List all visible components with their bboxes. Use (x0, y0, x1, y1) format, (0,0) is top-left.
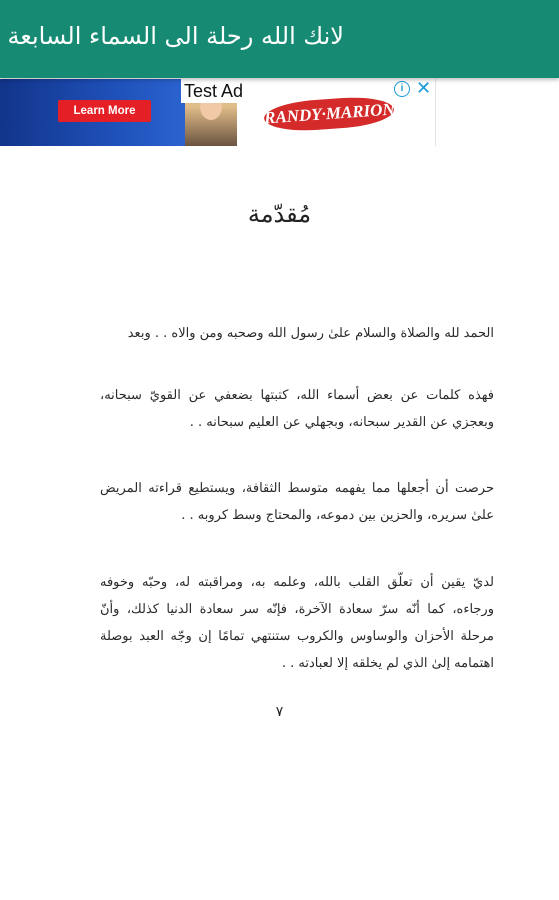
app-title: لانك الله رحلة الى السماء السابعة (7, 22, 344, 50)
ad-banner[interactable] (0, 79, 436, 147)
book-page (0, 146, 559, 900)
ad-learn-more-button[interactable]: Learn More (58, 100, 151, 122)
close-icon[interactable]: ✕ (416, 79, 432, 99)
paragraph-2: فهذه كلمات عن بعض أسماء الله، كتبتها بضعفي عن القويّ سبحانه، وبعجزي عن القدير سبحانه، وبجهلي عن العليم سبحانه . . (100, 388, 494, 430)
paragraph-4: لديّ يقين أن تعلّق القلب بالله، وعلمه به، ومراقبته له، وحبّه وخوفه ورجاءه، كما أنّه سرّ سعادة الآخرة، فإنّه سر سعادة الدنيا كذلك، وأنّ مرحلة الأحزان والوساوس والكروب ستنتهي تمامًا إن وجّه العبد بوصلة اهتمامه إلىٰ الذي لم يخلقه إلا لعبادته . . (100, 575, 494, 671)
paragraph-3: حرصت أن أجعلها مما يفهمه متوسط الثقافة، ويستطيع قراءته المريض علىٰ سريره، والحزين بين دموعه، والمحتاج وسط كروبه . . (100, 481, 494, 523)
chapter-heading: مُقدّمة (247, 200, 312, 228)
app-bar (0, 0, 559, 78)
paragraph-1: الحمد لله والصلاة والسلام علىٰ رسول الله وصحبه ومن والاه . . وبعد (127, 326, 494, 341)
info-icon[interactable]: i (394, 81, 410, 97)
ad-brand-logo: RANDY·MARION (263, 95, 395, 134)
ad-test-label: Test Ad (181, 79, 246, 103)
page-number: ٧ (275, 704, 284, 720)
